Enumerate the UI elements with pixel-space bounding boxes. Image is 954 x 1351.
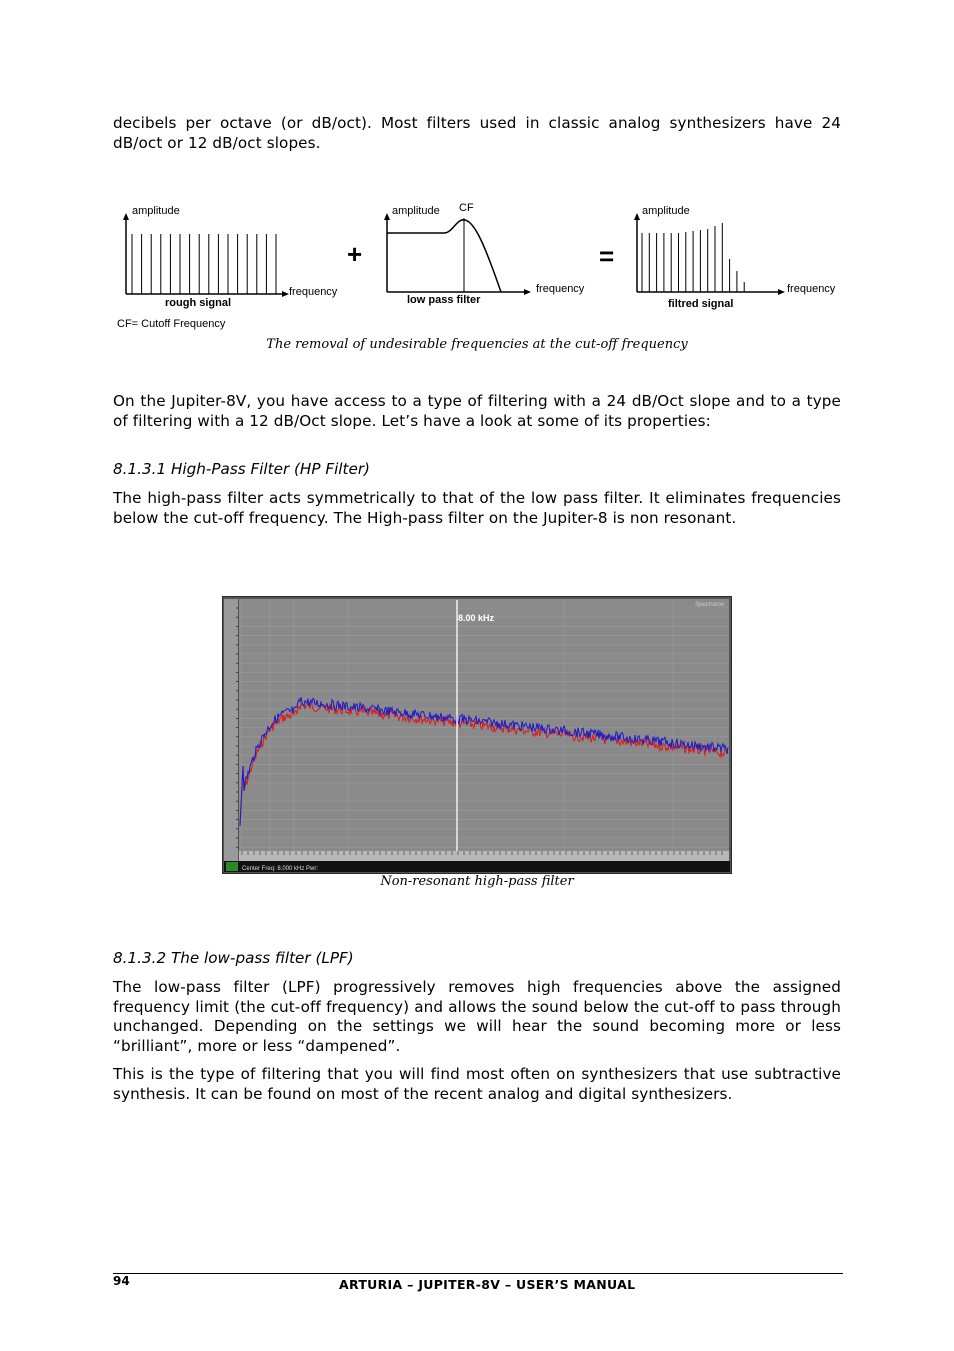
page-number: 94 — [113, 1274, 130, 1288]
footer-rule — [113, 1273, 843, 1274]
equals-sign: = — [599, 241, 615, 271]
frequency-ruler — [239, 851, 729, 861]
figure-caption: The removal of undesirable frequencies at the cut-off frequency — [266, 337, 688, 352]
amplitude-label: amplitude — [392, 205, 440, 217]
cf-label: CF — [459, 202, 474, 214]
frequency-label: frequency — [536, 283, 585, 295]
amplitude-label: amplitude — [642, 205, 690, 217]
section-heading-hp: 8.1.3.1 High-Pass Filter (HP Filter) — [113, 460, 370, 478]
side-panel — [224, 599, 238, 864]
spectrum-analyzer — [222, 596, 732, 874]
lpf-paragraph: The low-pass filter (LPF) progressively removes high frequencies above the assigned frequency limit (the cut-off frequency) and allows the sound below the cut-off to pass through unchanged. Depending on the settings we will hear the sound becoming more or less “brilliant”, more or less “dampened”. — [113, 978, 841, 1055]
figure-caption: Non-resonant high-pass filter — [380, 874, 574, 889]
rough-signal-label: rough signal — [165, 297, 231, 309]
plus-sign: + — [347, 239, 363, 269]
filtred-signal-panel — [634, 205, 836, 310]
filter-curve — [387, 220, 501, 292]
filtred-signal-label: filtred signal — [668, 298, 734, 310]
low-pass-filter-panel — [384, 202, 585, 306]
jupiter-paragraph: On the Jupiter-8V, you have access to a type of filtering with a 24 dB/Oct slope and to a type of filtering with a 12 dB/Oct slope. Let’s have a look at some of its properties: — [113, 392, 841, 430]
section-heading-lpf: 8.1.3.2 The low-pass filter (LPF) — [113, 949, 354, 967]
cutoff-frequency-note: CF= Cutoff Frequency — [117, 318, 226, 330]
status-text: Center Freq: 8.000 kHz Pwr: — [242, 866, 319, 872]
footer-title: ARTURIA – JUPITER-8V – USER’S MANUAL — [339, 1277, 636, 1292]
low-pass-filter-label: low pass filter — [407, 294, 481, 306]
marker-label: 8.00 kHz — [458, 613, 495, 623]
frequency-label: frequency — [787, 283, 836, 295]
hp-paragraph: The high-pass filter acts symmetrically to that of the low pass filter. It eliminates frequencies below the cut-off frequency. The High-pass filter on the Jupiter-8 is non resonant. — [113, 489, 841, 527]
lpf-paragraph: This is the type of filtering that you will find most often on synthesizers that use subtractive synthesis. It can be found on most of the recent analog and digital synthesizers. — [113, 1065, 841, 1103]
brand-label: Spectraroo — [695, 602, 725, 608]
rough-signal-panel — [123, 205, 338, 309]
intro-paragraph: decibels per octave (or dB/oct). Most filters used in classic analog synthesizers have 24 dB/oct or 12 dB/oct slopes. — [113, 114, 841, 152]
frequency-label: frequency — [289, 286, 338, 298]
filter-diagram — [113, 196, 843, 336]
amplitude-label: amplitude — [132, 205, 180, 217]
